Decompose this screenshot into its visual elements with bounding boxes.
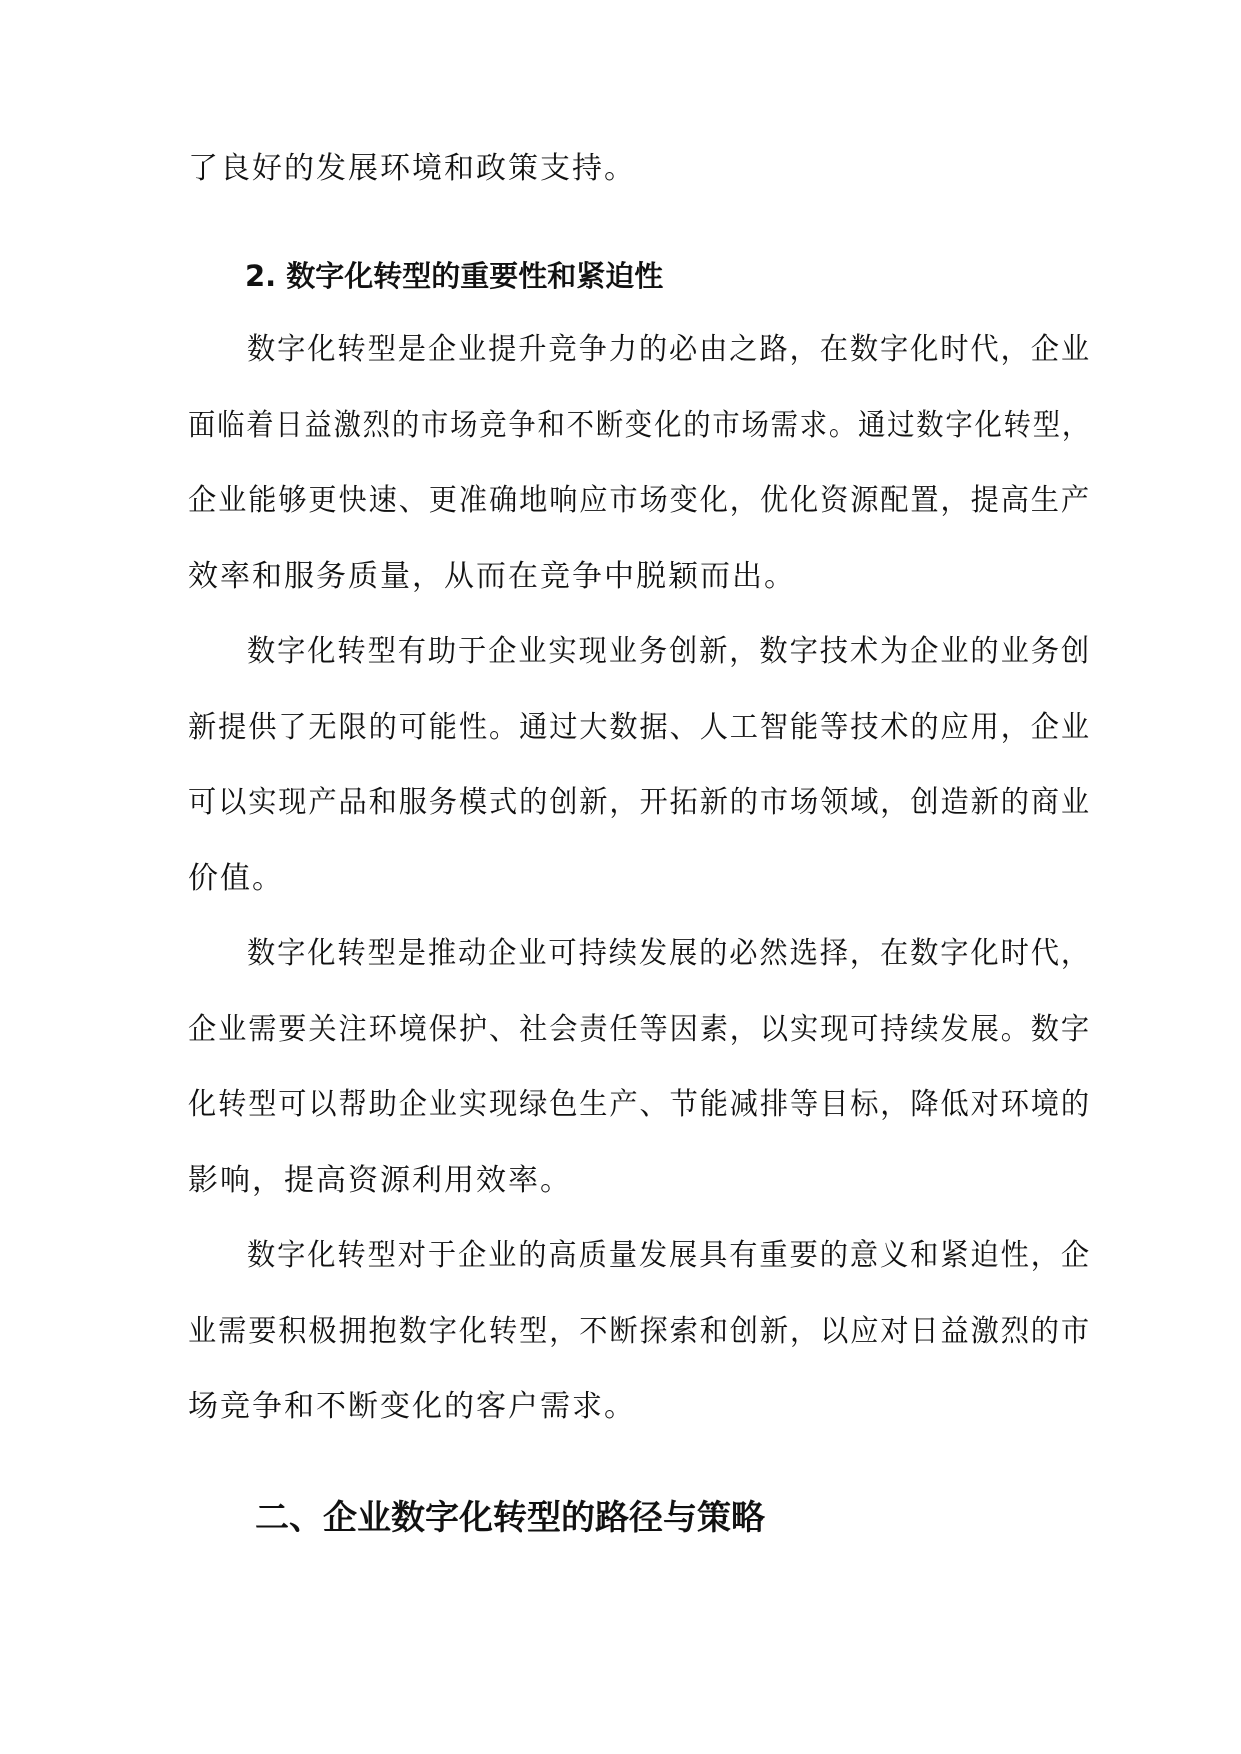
paragraph-line: 数字化转型是推动企业可持续发展的必然选择，在数字化时代， — [247, 936, 1091, 971]
paragraph-line: 价值。 — [188, 861, 284, 896]
section-heading: 2. 数字化转型的重要性和紧迫性 — [245, 259, 664, 293]
paragraph-line: 数字化转型对于企业的高质量发展具有重要的意义和紧迫性，企 — [247, 1238, 1091, 1273]
paragraph-line: 数字化转型有助于企业实现业务创新，数字技术为企业的业务创 — [247, 634, 1091, 669]
paragraph-line: 化转型可以帮助企业实现绿色生产、节能减排等目标，降低对环境的 — [188, 1087, 1091, 1122]
paragraph-line: 新提供了无限的可能性。通过大数据、人工智能等技术的应用，企业 — [188, 710, 1091, 745]
chapter-heading: 二、企业数字化转型的路径与策略 — [255, 1498, 765, 1538]
paragraph-line: 业需要积极拥抱数字化转型，不断探索和创新，以应对日益激烈的市 — [188, 1314, 1091, 1349]
paragraph-line: 可以实现产品和服务模式的创新，开拓新的市场领域，创造新的商业 — [188, 785, 1091, 820]
paragraph-line: 影响，提高资源利用效率。 — [188, 1163, 572, 1198]
paragraph-line: 效率和服务质量，从而在竞争中脱颖而出。 — [188, 559, 796, 594]
paragraph-line: 企业需要关注环境保护、社会责任等因素，以实现可持续发展。数字 — [188, 1012, 1091, 1047]
carry-over-line: 了良好的发展环境和政策支持。 — [188, 151, 636, 186]
paragraph-line: 场竞争和不断变化的客户需求。 — [188, 1389, 636, 1424]
paragraph-line: 面临着日益激烈的市场竞争和不断变化的市场需求。通过数字化转型， — [188, 408, 1091, 443]
paragraph-line: 数字化转型是企业提升竞争力的必由之路，在数字化时代，企业 — [247, 332, 1091, 367]
paragraph-line: 企业能够更快速、更准确地响应市场变化，优化资源配置，提高生产 — [188, 483, 1091, 518]
